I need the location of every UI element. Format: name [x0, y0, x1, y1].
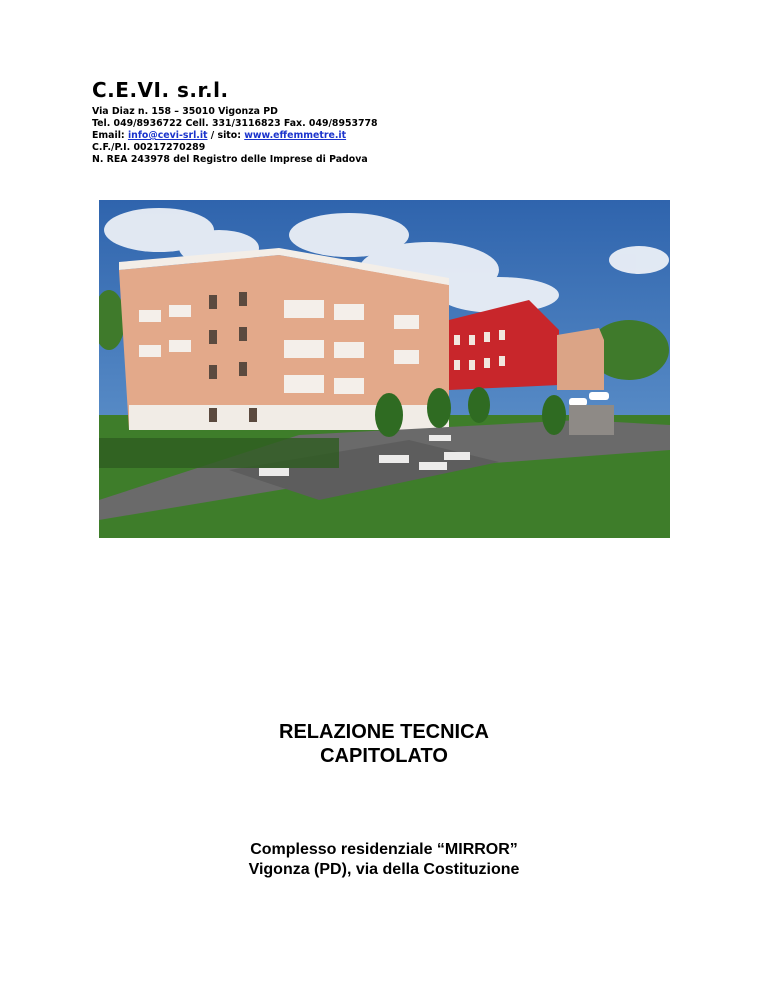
- site-label: / sito:: [207, 130, 245, 141]
- title-line-2: CAPITOLATO: [320, 745, 448, 767]
- subtitle-line-2: Vigonza (PD), via della Costituzione: [248, 861, 520, 878]
- company-contacts: [92, 130, 378, 142]
- company-phones: Tel. 049/8936722 Cell. 331/3116823 Fax. 049/8953778: [92, 118, 378, 129]
- document-subtitle: [0, 840, 768, 880]
- building-rendering: [99, 200, 670, 538]
- company-name: C.E.VI. s.r.l.: [92, 78, 229, 102]
- company-letterhead: [92, 78, 378, 166]
- site-link[interactable]: www.effemmetre.it: [244, 130, 347, 141]
- subtitle-line-1: Complesso residenziale “MIRROR”: [250, 841, 518, 858]
- email-link[interactable]: info@cevi-srl.it: [127, 130, 208, 141]
- email-label: Email:: [92, 130, 128, 141]
- company-rea: N. REA 243978 del Registro delle Imprese di Padova: [92, 154, 368, 165]
- company-address: Via Diaz n. 158 – 35010 Vigonza PD: [92, 106, 278, 117]
- company-tax-id: C.F./P.I. 00217270289: [92, 142, 206, 153]
- document-title: [0, 720, 768, 768]
- title-line-1: RELAZIONE TECNICA: [279, 721, 489, 743]
